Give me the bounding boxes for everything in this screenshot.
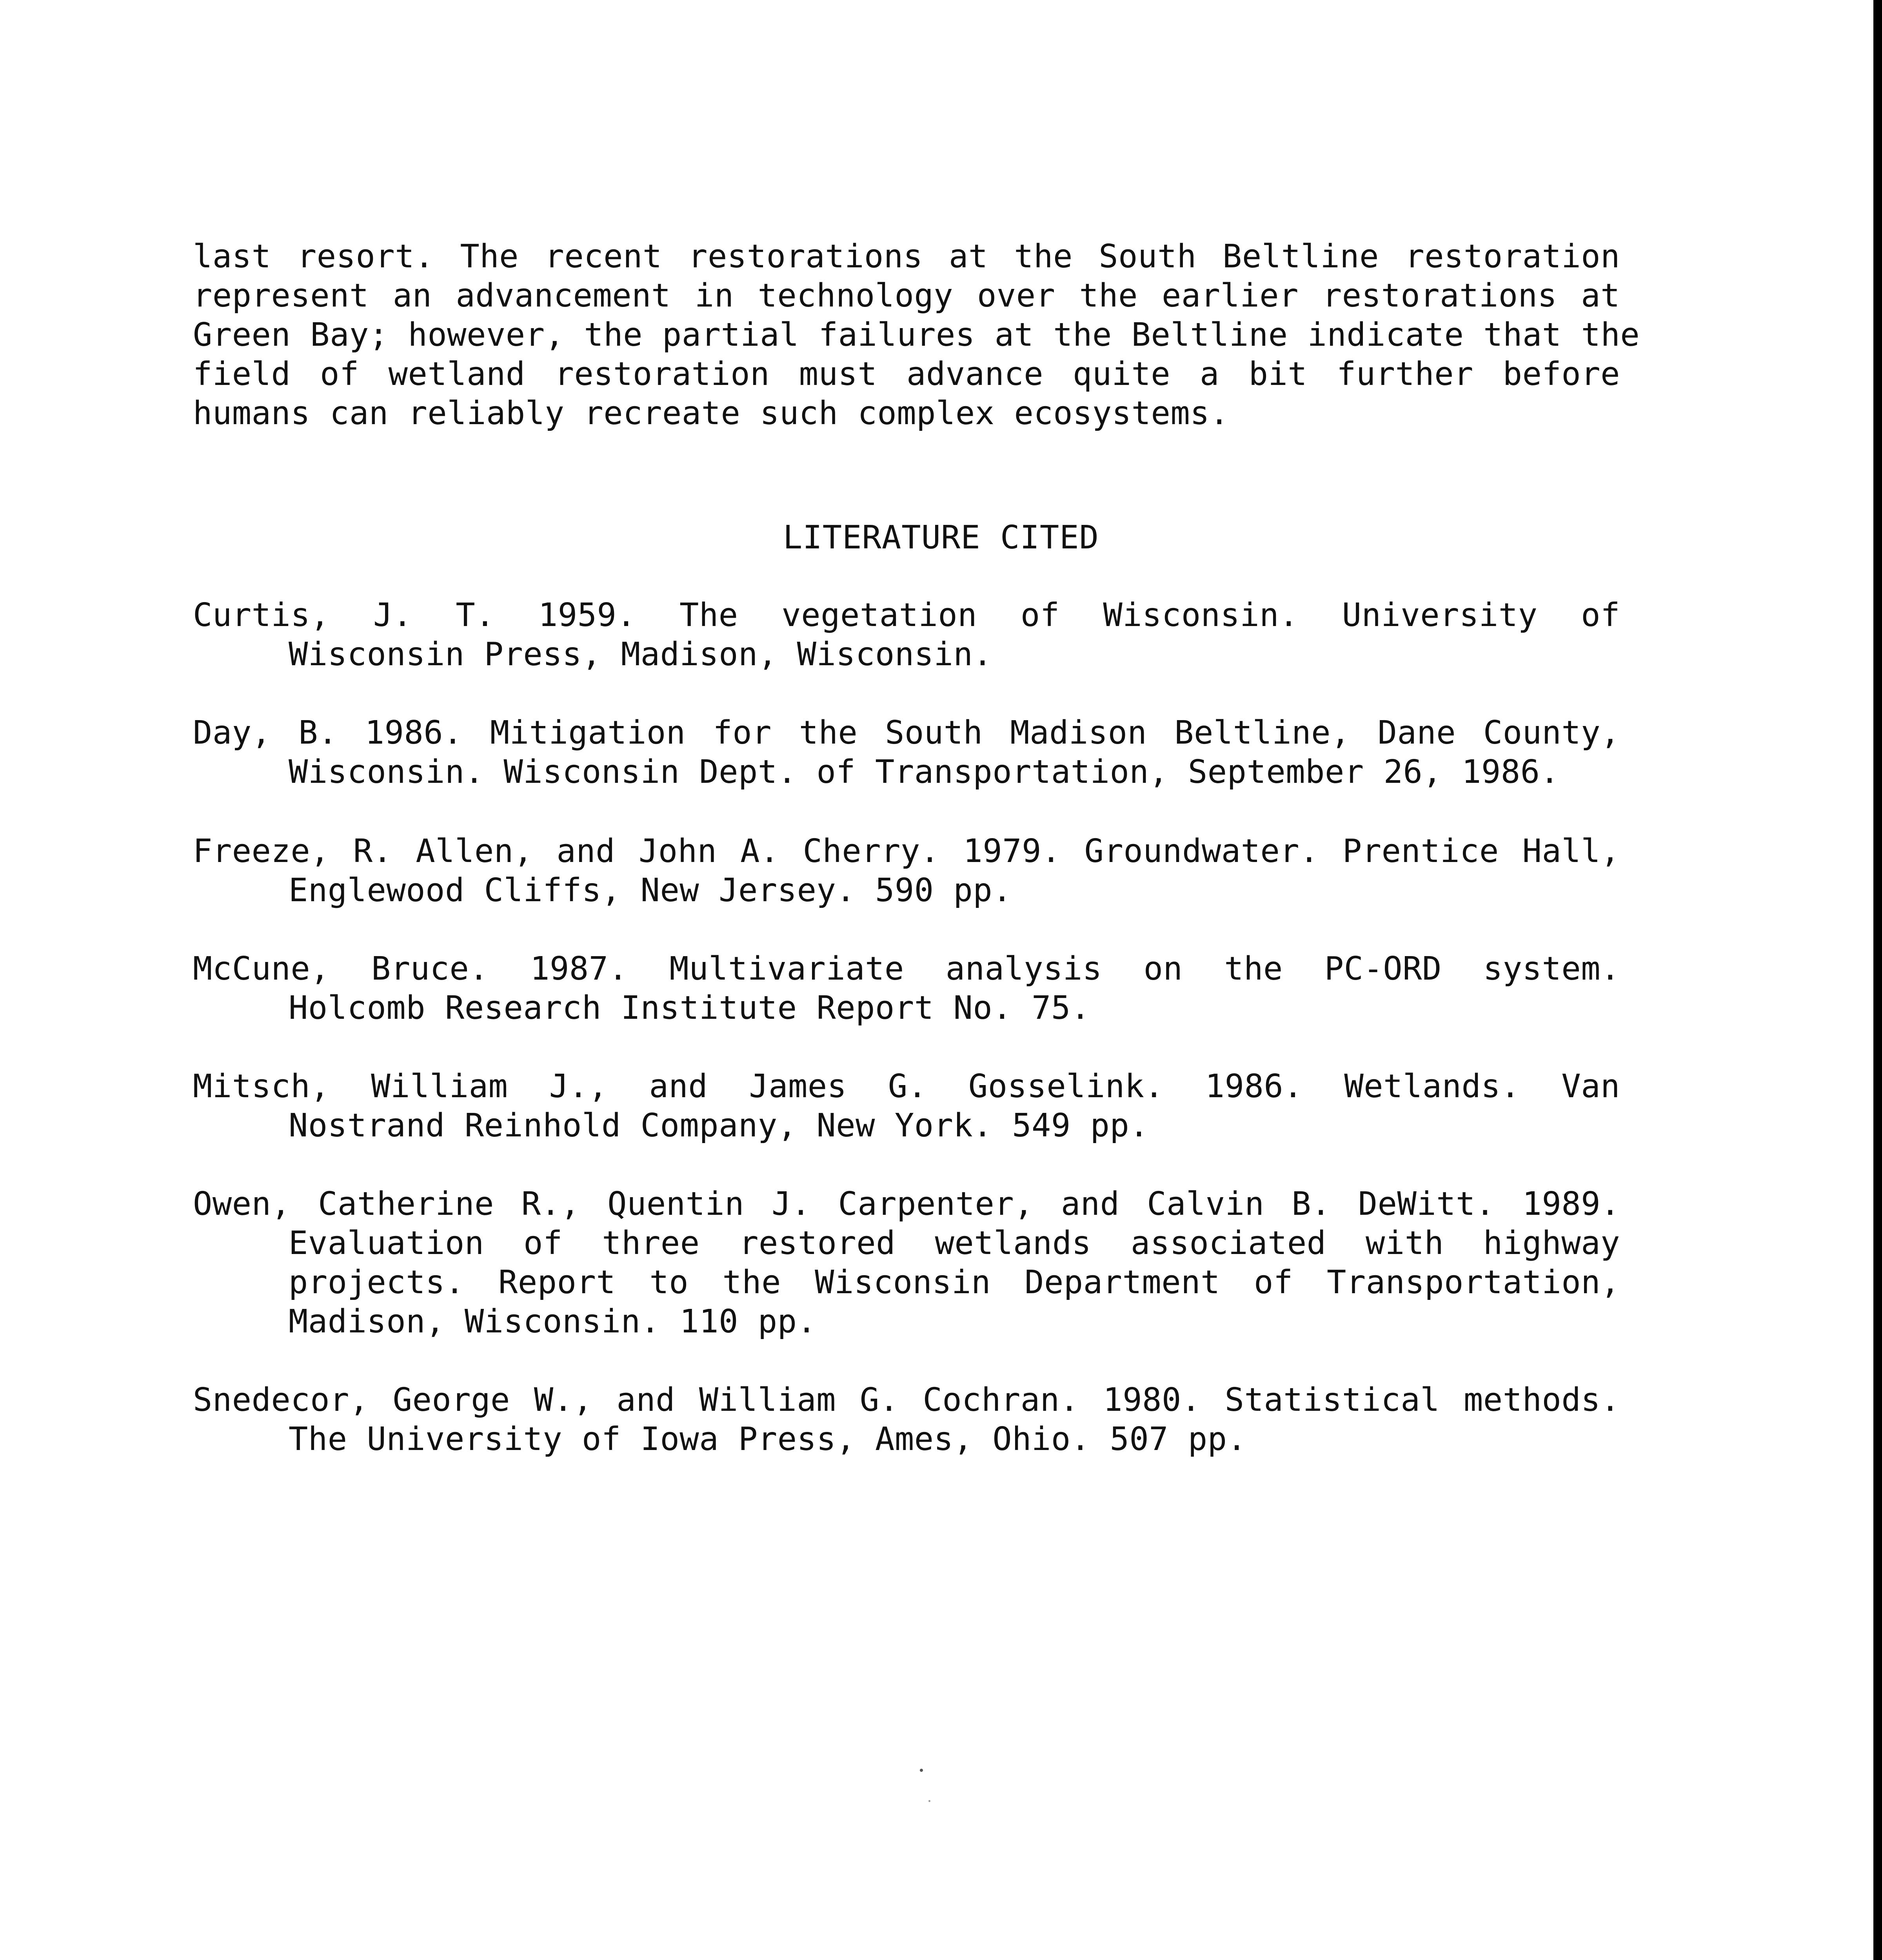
reference-entry (193, 949, 1620, 1028)
reference-line: Wisconsin. Wisconsin Dept. of Transportation, September 26, 1986. (289, 753, 1560, 791)
reference-line: Nostrand Reinhold Company, New York. 549 pp. (289, 1107, 1149, 1144)
intro-line: represent an advancement in technology over the earlier restorations at (193, 277, 1620, 314)
intro-line: last resort. The recent restorations at the South Beltline restoration (193, 238, 1620, 275)
intro-line: Green Bay; however, the partial failures at the Beltline indicate that the (193, 316, 1640, 354)
reference-line: Madison, Wisconsin. 110 pp. (289, 1303, 817, 1340)
reference-line: The University of Iowa Press, Ames, Ohio. 507 pp. (289, 1421, 1247, 1458)
intro-line: humans can reliably recreate such complex ecosystems. (193, 395, 1230, 432)
intro-paragraph (193, 237, 1640, 433)
reference-line: Mitsch, William J., and James G. Gosselink. 1986. Wetlands. Van (193, 1068, 1620, 1105)
scan-speck (920, 1769, 923, 1772)
reference-entry (193, 832, 1620, 910)
scan-border-right (1873, 0, 1882, 1960)
reference-line: Curtis, J. T. 1959. The vegetation of Wisconsin. University of (193, 597, 1620, 634)
reference-line: projects. Report to the Wisconsin Department of Transportation, (289, 1264, 1620, 1301)
reference-line: Evaluation of three restored wetlands associated with highway (289, 1225, 1620, 1262)
reference-line: McCune, Bruce. 1987. Multivariate analysis on the PC-ORD system. (193, 950, 1620, 987)
reference-line: Englewood Cliffs, New Jersey. 590 pp. (289, 872, 1012, 909)
reference-line: Owen, Catherine R., Quentin J. Carpenter, and Calvin B. DeWitt. 1989. (193, 1185, 1620, 1223)
intro-line: field of wetland restoration must advance quite a bit further before (193, 356, 1620, 393)
reference-line: Holcomb Research Institute Report No. 75. (289, 989, 1090, 1027)
reference-entry (193, 1381, 1620, 1459)
reference-line: Day, B. 1986. Mitigation for the South Madison Beltline, Dane County, (193, 714, 1620, 751)
reference-entry (193, 1185, 1620, 1341)
scan-speck (928, 1800, 930, 1802)
section-heading: LITERATURE CITED (783, 519, 1099, 556)
reference-entry (193, 1067, 1620, 1145)
reference-entry (193, 713, 1620, 792)
reference-line: Freeze, R. Allen, and John A. Cherry. 1979. Groundwater. Prentice Hall, (193, 833, 1620, 870)
reference-line: Snedecor, George W., and William G. Cochran. 1980. Statistical methods. (193, 1381, 1620, 1419)
reference-entry (193, 596, 1620, 674)
reference-line: Wisconsin Press, Madison, Wisconsin. (289, 636, 993, 673)
